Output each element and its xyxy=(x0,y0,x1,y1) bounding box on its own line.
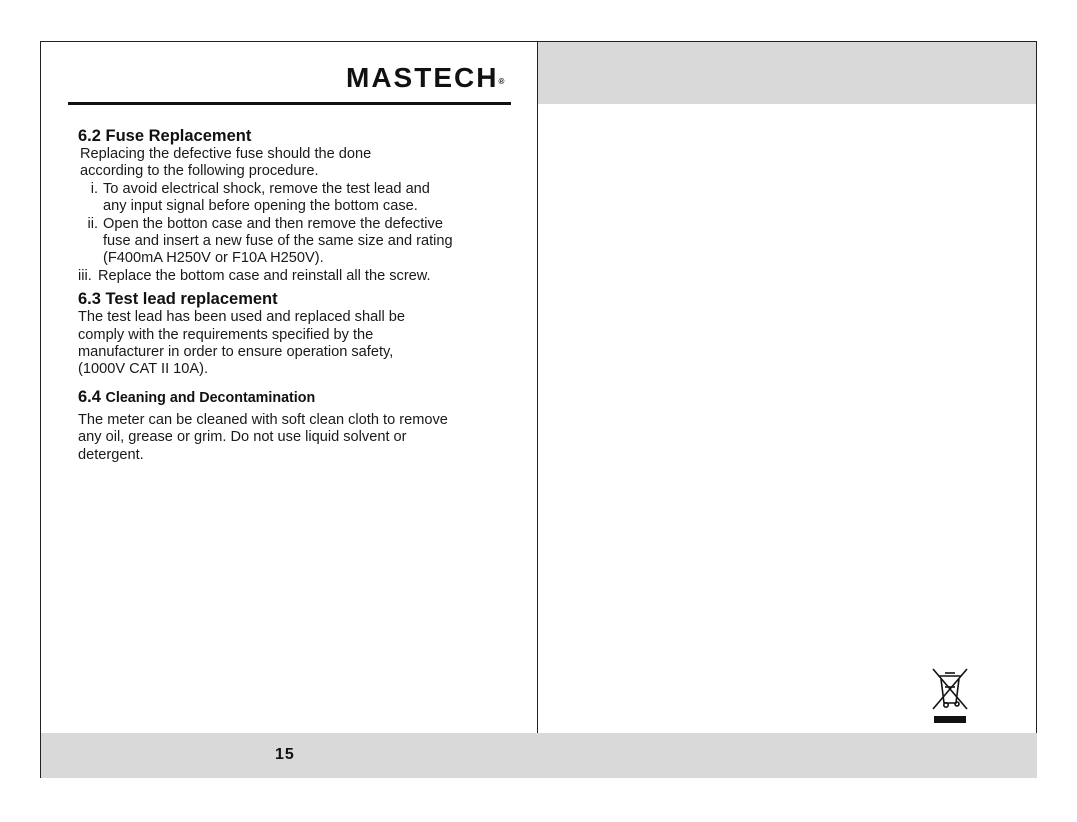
section-cleaning xyxy=(78,387,524,464)
center-divider xyxy=(537,41,538,733)
section-title-text: Cleaning and Decontamination xyxy=(105,389,316,406)
brand-logo xyxy=(346,62,504,94)
step-text xyxy=(98,268,431,285)
step-line: Replace the bottom case and reinstall all the screw. xyxy=(98,267,431,284)
section-fuse-replacement xyxy=(78,126,524,285)
step-marker: i. xyxy=(90,180,98,197)
procedure-steps xyxy=(78,181,524,285)
step-line: Open the botton case and then remove the defective xyxy=(103,215,443,232)
body-line: any oil, grease or grim. Do not use liquid solvent or xyxy=(78,429,407,446)
step-item xyxy=(78,268,524,285)
step-text xyxy=(103,181,430,216)
step-text xyxy=(103,216,453,268)
step-line: any input signal before opening the bottom case. xyxy=(103,198,418,215)
body-line: comply with the requirements specified by the xyxy=(78,326,374,343)
section-title: 6.3 Test lead replacement xyxy=(78,290,278,309)
section-intro xyxy=(78,146,524,181)
step-item xyxy=(78,216,524,268)
section-title: 6.2 Fuse Replacement xyxy=(78,127,252,145)
intro-line: Replacing the defective fuse should the done xyxy=(80,146,372,162)
body-line: The meter can be cleaned with soft clean cloth to remove xyxy=(78,411,448,428)
step-line: (F400mA H250V or F10A H250V). xyxy=(103,250,324,267)
step-line: To avoid electrical shock, remove the test lead and xyxy=(103,180,430,197)
body-line: (1000V CAT II 10A). xyxy=(78,361,209,378)
intro-line: according to the following procedure. xyxy=(80,163,319,180)
footer-band xyxy=(41,733,1037,778)
right-header-band xyxy=(538,42,1036,104)
body-line: detergent. xyxy=(78,446,144,463)
body-line: The test lead has been used and replaced shall be xyxy=(78,309,405,326)
header-rule xyxy=(68,102,511,105)
step-item xyxy=(78,181,524,216)
registered-mark: ® xyxy=(498,77,505,86)
section-title xyxy=(78,387,524,408)
step-line: fuse and insert a new fuse of the same size and rating xyxy=(103,233,453,250)
step-marker: ii. xyxy=(87,215,98,232)
brand-name: MASTECH xyxy=(346,62,499,93)
manual-content xyxy=(78,126,524,464)
body-line: manufacturer in order to ensure operation safety, xyxy=(78,344,394,361)
section-number: 6.4 xyxy=(78,387,101,406)
step-marker: iii. xyxy=(78,267,92,284)
section-test-lead-replacement xyxy=(78,289,524,379)
crossed-out-wheelie-bin-icon xyxy=(931,667,969,725)
page-number: 15 xyxy=(275,746,295,763)
